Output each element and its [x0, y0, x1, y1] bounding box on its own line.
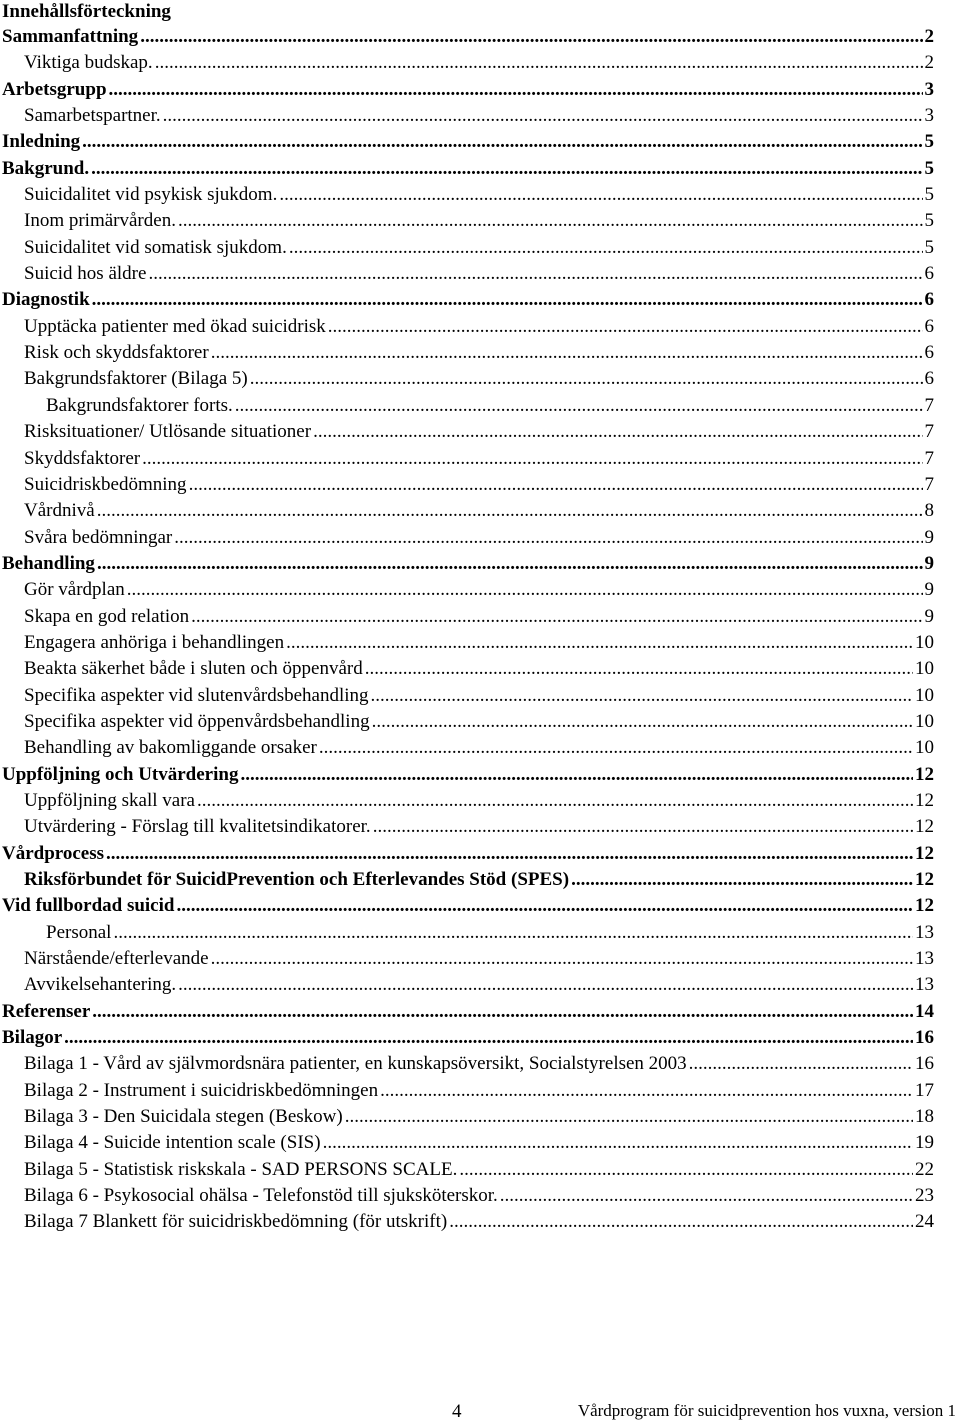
page-number: 4 — [452, 1401, 462, 1422]
toc-leader-dots — [373, 814, 913, 840]
toc-leader-dots — [106, 841, 913, 867]
toc-entry-page: 6 — [924, 315, 934, 337]
toc-leader-dots — [372, 709, 913, 735]
toc-leader-dots — [176, 893, 913, 919]
toc-entry-title: Utvärdering - Förslag till kvalitetsindikatorer. — [24, 816, 371, 838]
toc-entry-title: Skapa en god relation — [24, 605, 190, 627]
toc-entry[interactable] — [0, 24, 934, 50]
toc-entry-page: 16 — [915, 1053, 934, 1075]
toc-entry-title: Bilaga 5 - Statistisk riskskala - SAD PERSONS SCALE. — [24, 1158, 458, 1180]
toc-entry[interactable] — [0, 630, 934, 656]
toc-leader-dots — [289, 235, 923, 261]
toc-entry-page: 7 — [924, 394, 934, 416]
toc-entry-page: 10 — [915, 710, 934, 732]
page-footer — [0, 1395, 960, 1423]
toc-entry-page: 3 — [924, 105, 934, 127]
toc-entry-page: 5 — [924, 236, 934, 258]
toc-entry-page: 12 — [915, 895, 934, 917]
toc-leader-dots — [155, 50, 923, 76]
toc-entry[interactable] — [0, 235, 934, 261]
toc-leader-dots — [380, 1078, 913, 1104]
toc-entry-page: 17 — [915, 1079, 934, 1101]
toc-leader-dots — [211, 946, 913, 972]
toc-entry-page: 6 — [924, 263, 934, 285]
toc-leader-dots — [323, 1130, 913, 1156]
toc-entry-page: 23 — [915, 1185, 934, 1207]
toc-entry-page: 10 — [915, 658, 934, 680]
toc-entry-title: Beakta säkerhet både i sluten och öppenvård — [24, 658, 363, 680]
toc-entry[interactable] — [0, 1104, 934, 1130]
toc-entry-page: 9 — [924, 579, 934, 601]
toc-entry-page: 24 — [915, 1211, 934, 1233]
toc-leader-dots — [97, 498, 923, 524]
toc-entry-title: Personal — [46, 921, 112, 943]
toc-entry[interactable] — [0, 762, 934, 788]
toc-entry-title: Uppföljning skall vara — [24, 789, 195, 811]
toc-entry-page: 13 — [915, 974, 934, 996]
toc-entry-title: Bilaga 1 - Vård av självmordsnära patienter, en kunskapsöversikt, Socialstyrelsen 2003 — [24, 1053, 687, 1075]
toc-leader-dots — [92, 999, 913, 1025]
toc-entry[interactable] — [0, 525, 934, 551]
toc-entry-page: 13 — [915, 948, 934, 970]
toc-entry-title: Bilaga 7 Blankett för suicidriskbedömning (för utskrift) — [24, 1211, 448, 1233]
toc-entry[interactable] — [0, 182, 934, 208]
toc-entry-page: 13 — [915, 921, 934, 943]
toc-leader-dots — [142, 446, 922, 472]
toc-leader-dots — [113, 920, 913, 946]
toc-entry-title: Vårdnivå — [24, 500, 95, 522]
toc-entry-page: 10 — [915, 631, 934, 653]
toc-entry-page: 18 — [915, 1106, 934, 1128]
toc-entry[interactable] — [0, 551, 934, 577]
toc-leader-dots — [345, 1104, 913, 1130]
toc-leader-dots — [82, 129, 922, 155]
toc-entry-page: 7 — [924, 473, 934, 495]
toc-entry[interactable] — [0, 340, 934, 366]
toc-entry[interactable] — [0, 103, 934, 129]
toc-entry-page: 5 — [924, 131, 934, 153]
toc-leader-dots — [250, 366, 923, 392]
toc-entry[interactable] — [0, 999, 934, 1025]
toc-entry[interactable] — [0, 129, 934, 155]
toc-leader-dots — [211, 340, 923, 366]
toc-leader-dots — [286, 630, 913, 656]
toc-entry[interactable] — [0, 366, 934, 392]
toc-leader-dots — [163, 103, 923, 129]
toc-entry-page: 3 — [924, 78, 934, 100]
toc-entry[interactable] — [0, 498, 934, 524]
toc-entry-title: Vid fullbordad suicid — [2, 895, 175, 917]
toc-leader-dots — [189, 472, 923, 498]
toc-entry[interactable] — [0, 656, 934, 682]
toc-entry-page: 7 — [924, 421, 934, 443]
toc-entry-title: Bilagor — [2, 1027, 63, 1049]
toc-entry[interactable] — [0, 577, 934, 603]
toc-leader-dots — [459, 1157, 913, 1183]
toc-entry-title: Suicidriskbedömning — [24, 473, 187, 495]
toc-entry-title: Arbetsgrupp — [2, 78, 107, 100]
toc-entry[interactable] — [0, 1157, 934, 1183]
toc-entry[interactable] — [0, 50, 934, 76]
toc-entry-page: 10 — [915, 737, 934, 759]
toc-entry[interactable] — [0, 314, 934, 340]
toc-entry-title: Bakgrundsfaktorer forts. — [46, 394, 233, 416]
toc-leader-dots — [91, 156, 922, 182]
toc-entry[interactable] — [0, 156, 934, 182]
toc-entry[interactable] — [0, 946, 934, 972]
toc-leader-dots — [197, 788, 913, 814]
toc-entry-title: Avvikelsehantering. — [24, 974, 177, 996]
toc-entry-page: 2 — [924, 52, 934, 74]
toc-entry-title: Inledning — [2, 131, 81, 153]
table-of-contents — [0, 24, 934, 1236]
toc-leader-dots — [689, 1051, 913, 1077]
toc-entry-page: 19 — [915, 1132, 934, 1154]
toc-entry[interactable] — [0, 814, 934, 840]
toc-entry-title: Inom primärvården. — [24, 210, 176, 232]
toc-entry-title: Samarbetspartner. — [24, 105, 161, 127]
toc-entry-page: 2 — [924, 26, 934, 47]
toc-leader-dots — [97, 551, 923, 577]
toc-entry-page: 12 — [915, 816, 934, 838]
toc-entry[interactable] — [0, 1051, 934, 1077]
toc-entry[interactable] — [0, 683, 934, 709]
toc-leader-dots — [319, 735, 913, 761]
toc-entry[interactable] — [0, 1183, 934, 1209]
toc-entry-title: Svåra bedömningar — [24, 526, 173, 548]
toc-leader-dots — [178, 972, 913, 998]
toc-leader-dots — [449, 1209, 913, 1235]
toc-entry-title: Engagera anhöriga i behandlingen — [24, 631, 285, 653]
toc-entry-page: 9 — [924, 526, 934, 548]
toc-entry-page: 6 — [924, 289, 934, 311]
toc-entry[interactable] — [0, 1078, 934, 1104]
toc-entry-title: Risk och skyddsfaktorer — [24, 342, 209, 364]
toc-entry-title: Suicid hos äldre — [24, 263, 147, 285]
toc-entry-title: Suicidalitet vid somatisk sjukdom. — [24, 236, 287, 258]
toc-leader-dots — [109, 77, 923, 103]
toc-leader-dots — [279, 182, 922, 208]
toc-entry-title: Behandling av bakomliggande orsaker — [24, 737, 317, 759]
toc-entry-title: Bakgrundsfaktorer (Bilaga 5) — [24, 368, 248, 390]
toc-entry-title: Viktiga budskap. — [24, 52, 153, 74]
toc-entry[interactable] — [0, 472, 934, 498]
toc-entry-title: Referenser — [2, 1000, 91, 1022]
toc-entry-page: 12 — [915, 842, 934, 864]
toc-entry[interactable] — [0, 604, 934, 630]
toc-entry-title: Uppföljning och Utvärdering — [2, 763, 239, 785]
toc-entry-title: Risksituationer/ Utlösande situationer — [24, 421, 312, 443]
toc-entry-page: 12 — [915, 789, 934, 811]
toc-leader-dots — [191, 604, 922, 630]
toc-entry[interactable] — [0, 841, 934, 867]
toc-entry-page: 10 — [915, 684, 934, 706]
toc-leader-dots — [328, 314, 923, 340]
toc-entry-title: Bilaga 3 - Den Suicidala stegen (Beskow) — [24, 1106, 343, 1128]
toc-entry-page: 12 — [915, 869, 934, 890]
toc-heading: Innehållsförteckning — [2, 1, 171, 22]
toc-entry[interactable] — [0, 1130, 934, 1156]
toc-entry-page: 7 — [924, 447, 934, 469]
toc-entry[interactable] — [0, 261, 934, 287]
toc-entry-title: Närstående/efterlevande — [24, 948, 209, 970]
toc-entry-title: Sammanfattning — [2, 26, 139, 47]
toc-entry-page: 9 — [924, 552, 934, 574]
toc-entry[interactable] — [0, 419, 934, 445]
toc-entry-title: Skyddsfaktorer — [24, 447, 141, 469]
toc-entry[interactable] — [0, 709, 934, 735]
toc-entry-title: Behandling — [2, 552, 95, 574]
toc-leader-dots — [240, 762, 913, 788]
toc-entry[interactable] — [0, 446, 934, 472]
toc-entry[interactable] — [0, 77, 934, 103]
toc-entry-page: 6 — [924, 342, 934, 364]
toc-entry[interactable] — [0, 867, 934, 893]
toc-leader-dots — [371, 683, 913, 709]
toc-entry[interactable] — [0, 1209, 934, 1235]
toc-entry-title: Bilaga 2 - Instrument i suicidriskbedömningen — [24, 1079, 379, 1101]
toc-entry-page: 5 — [924, 210, 934, 232]
toc-entry-title: Specifika aspekter vid öppenvårdsbehandling — [24, 710, 370, 732]
toc-leader-dots — [174, 525, 922, 551]
toc-entry-page: 16 — [915, 1027, 934, 1049]
toc-entry-page: 12 — [915, 763, 934, 785]
toc-entry[interactable] — [0, 1025, 934, 1051]
toc-entry[interactable] — [0, 893, 934, 919]
toc-leader-dots — [140, 24, 922, 50]
toc-leader-dots — [365, 656, 913, 682]
toc-leader-dots — [148, 261, 922, 287]
toc-entry[interactable] — [0, 287, 934, 313]
toc-entry-title: Diagnostik — [2, 289, 90, 311]
toc-entry-title: Specifika aspekter vid slutenvårdsbehandling — [24, 684, 369, 706]
toc-entry-title: Bakgrund. — [2, 157, 90, 179]
toc-leader-dots — [500, 1183, 913, 1209]
toc-entry-page: 6 — [924, 368, 934, 390]
toc-entry-page: 5 — [924, 157, 934, 179]
toc-leader-dots — [571, 867, 913, 893]
toc-entry-page: 5 — [924, 184, 934, 206]
toc-leader-dots — [92, 287, 923, 313]
toc-entry-page: 22 — [915, 1158, 934, 1180]
toc-entry-title: Gör vårdplan — [24, 579, 125, 601]
toc-entry-title: Bilaga 4 - Suicide intention scale (SIS) — [24, 1132, 321, 1154]
toc-leader-dots — [313, 419, 922, 445]
toc-entry[interactable] — [0, 972, 934, 998]
toc-entry-title: Upptäcka patienter med ökad suicidrisk — [24, 315, 326, 337]
toc-entry-title: Riksförbundet för SuicidPrevention och Efterlevandes Stöd (SPES) — [24, 869, 570, 890]
toc-entry-page: 9 — [924, 605, 934, 627]
toc-entry[interactable] — [0, 920, 934, 946]
toc-entry-title: Suicidalitet vid psykisk sjukdom. — [24, 184, 278, 206]
toc-leader-dots — [64, 1025, 913, 1051]
toc-entry-title: Vårdprocess — [2, 842, 105, 864]
toc-entry[interactable] — [0, 393, 934, 419]
toc-entry[interactable] — [0, 208, 934, 234]
toc-entry[interactable] — [0, 788, 934, 814]
toc-leader-dots — [127, 577, 923, 603]
toc-leader-dots — [235, 393, 923, 419]
footer-document-title: Vårdprogram för suicidprevention hos vuxna, version 1 — [577, 1401, 956, 1420]
toc-entry-page: 8 — [924, 500, 934, 522]
toc-entry-title: Bilaga 6 - Psykosocial ohälsa - Telefonstöd till sjuksköterskor. — [24, 1185, 498, 1207]
toc-leader-dots — [178, 208, 923, 234]
toc-entry[interactable] — [0, 735, 934, 761]
toc-entry-page: 14 — [915, 1000, 934, 1022]
